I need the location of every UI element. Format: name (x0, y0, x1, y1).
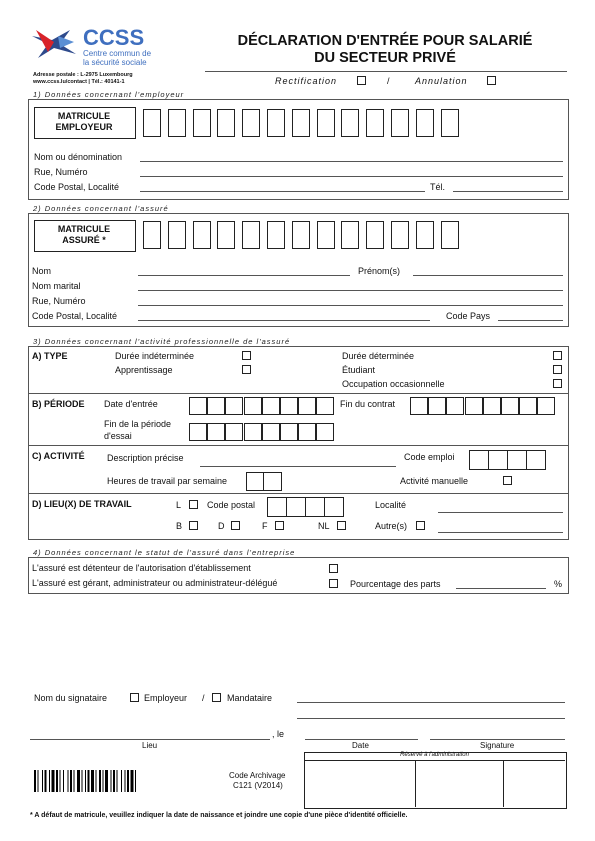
barcode-bar (82, 770, 83, 792)
rectification-checkbox[interactable] (357, 76, 366, 85)
matricule-assure-digit-box[interactable] (267, 221, 285, 249)
fin-essai-digit-box[interactable] (244, 423, 262, 441)
barcode-bar (111, 770, 112, 792)
lieu-B-checkbox[interactable] (189, 521, 198, 530)
matricule-assure-digit-box[interactable] (317, 221, 335, 249)
code-emploi-digit-box[interactable] (526, 450, 546, 470)
fin-contrat-digit-box[interactable] (465, 397, 483, 415)
assure-rue-field[interactable] (138, 305, 563, 306)
barcode-bar (68, 770, 69, 792)
periode-heading: B) PÉRIODE (32, 399, 85, 409)
logo-sub-1: Centre commun de (83, 49, 152, 58)
reserve-admin-label: Réservé à l'administration (400, 752, 469, 758)
fin-contrat-digit-box[interactable] (428, 397, 446, 415)
prenom-label: Prénom(s) (358, 266, 401, 276)
barcode-bar (56, 770, 58, 792)
signataire-field-1[interactable] (297, 702, 565, 703)
barcode-bar (88, 770, 90, 792)
assure-cp-field[interactable] (138, 320, 430, 321)
logo-sub-2: la sécurité sociale (83, 58, 147, 67)
date-entree-digit-box[interactable] (316, 397, 334, 415)
barcode-bar (38, 770, 39, 792)
fin-contrat-digit-box[interactable] (537, 397, 555, 415)
matricule-employeur-digit-box[interactable] (193, 109, 211, 137)
nom-field[interactable] (138, 275, 350, 276)
fin-essai-digit-box[interactable] (207, 423, 225, 441)
tel-field[interactable] (453, 191, 563, 192)
slash-sep: / (387, 76, 390, 86)
matricule-employeur-digit-box[interactable] (168, 109, 186, 137)
matricule-assure-digit-box[interactable] (242, 221, 260, 249)
section4-title: 4) Données concernant le statut de l'assuré dans l'entreprise (33, 548, 296, 557)
code-archivage-number: C121 (V2014) (233, 781, 283, 790)
tel-label: Tél. (430, 182, 446, 192)
ccss-logo (30, 26, 80, 60)
fin-contrat-digit-box[interactable] (446, 397, 464, 415)
barcode-bar (131, 770, 134, 792)
occasionnelle-checkbox[interactable] (553, 379, 562, 388)
lieu-D-checkbox[interactable] (231, 521, 240, 530)
matricule-assure-digit-box[interactable] (441, 221, 459, 249)
barcode-bar (121, 770, 122, 792)
nom-marital-label: Nom marital (32, 281, 81, 291)
matricule-employeur-digit-box[interactable] (366, 109, 384, 137)
heures-label: Heures de travail par semaine (107, 476, 228, 486)
matricule-assure-digit-box[interactable] (391, 221, 409, 249)
employeur-checkbox[interactable] (130, 693, 139, 702)
percent-sign: % (554, 579, 563, 589)
fin-essai-digit-box[interactable] (316, 423, 334, 441)
section1-title: 1) Données concernant l'employeur (33, 90, 185, 99)
lieu-NL-checkbox[interactable] (337, 521, 346, 530)
lieu-field[interactable] (30, 739, 270, 740)
lieu-B-label: B (176, 521, 183, 531)
code-postal-digit-box[interactable] (286, 497, 306, 517)
code-pays-label: Code Pays (446, 311, 491, 321)
matricule-assure-digit-box[interactable] (217, 221, 235, 249)
barcode-bar (125, 770, 126, 792)
reserve-admin-rule (304, 760, 565, 761)
periode-rule (28, 393, 568, 394)
fin-essai-digit-box[interactable] (280, 423, 298, 441)
lieu-F-checkbox[interactable] (275, 521, 284, 530)
barcode-bar (96, 770, 97, 792)
matricule-employeur-digit-box[interactable] (416, 109, 434, 137)
etudiant-label: Étudiant (342, 365, 376, 375)
fin-contrat-digit-box[interactable] (410, 397, 428, 415)
barcode-bar (63, 770, 64, 792)
reserve-admin-divider-2 (503, 760, 504, 807)
description-label: Description précise (107, 453, 184, 463)
occasionnelle-label: Occupation occasionnelle (342, 379, 445, 389)
signature-field[interactable] (430, 739, 565, 740)
sign-slash: / (202, 693, 205, 703)
barcode-bar (34, 770, 36, 792)
barcode-bar (99, 770, 101, 792)
fin-essai-digit-box[interactable] (189, 423, 207, 441)
barcode-bar (135, 770, 136, 792)
title-underline (205, 71, 567, 72)
barcode (34, 770, 206, 792)
autres-checkbox[interactable] (416, 521, 425, 530)
barcode-bar (42, 770, 43, 792)
matricule-assure-digit-box[interactable] (143, 221, 161, 249)
barcode-bar (77, 770, 80, 792)
web-contact: www.ccss.lu/contact | Tél.: 40141-1 (33, 79, 125, 85)
autres-field[interactable] (438, 532, 563, 533)
date-entree-digit-box[interactable] (207, 397, 225, 415)
signature-caption: Signature (480, 741, 515, 750)
matricule-employeur-digit-box[interactable] (267, 109, 285, 137)
matricule-employeur-digit-box[interactable] (292, 109, 310, 137)
code-postal-digit-box[interactable] (305, 497, 325, 517)
postal-address: Adresse postale : L-2975 Luxembourg (33, 72, 133, 78)
barcode-bar (45, 770, 47, 792)
barcode-bar (85, 770, 86, 792)
activite-rule (28, 445, 568, 446)
detenteur-checkbox[interactable] (329, 564, 338, 573)
matricule-assure-digit-box[interactable] (341, 221, 359, 249)
gerant-label: L'assuré est gérant, administrateur ou administrateur-délégué (32, 578, 278, 588)
code-archivage-label: Code Archivage (229, 771, 286, 780)
heures-box-2[interactable] (263, 472, 282, 491)
matricule-assure-2: ASSURÉ * (62, 235, 106, 245)
code-emploi-digit-box[interactable] (507, 450, 527, 470)
pourcentage-field[interactable] (456, 588, 546, 589)
barcode-bar (74, 770, 75, 792)
barcode-bar (103, 770, 104, 792)
date-entree-label: Date d'entrée (104, 399, 158, 409)
code-emploi-digit-box[interactable] (469, 450, 489, 470)
lieu-rule (28, 493, 568, 494)
matricule-employeur-digit-box[interactable] (341, 109, 359, 137)
autres-label: Autre(s) (375, 521, 408, 531)
matricule-employeur-digit-box[interactable] (441, 109, 459, 137)
date-entree-digit-box[interactable] (280, 397, 298, 415)
rectification-label: Rectification (275, 76, 338, 86)
fin-essai-label-1: Fin de la période (104, 419, 172, 429)
matricule-employeur-1: MATRICULE (57, 111, 111, 121)
fin-essai-digit-box[interactable] (298, 423, 316, 441)
annulation-label: Annulation (415, 76, 468, 86)
matricule-employeur-digit-box[interactable] (317, 109, 335, 137)
mandataire-checkbox[interactable] (212, 693, 221, 702)
date-caption: Date (352, 741, 369, 750)
pourcentage-label: Pourcentage des parts (350, 579, 441, 589)
reserve-admin-divider-1 (415, 760, 416, 807)
lieu-F-label: F (262, 521, 268, 531)
prenom-field[interactable] (413, 275, 563, 276)
code-emploi-digit-box[interactable] (488, 450, 508, 470)
form-title-1: DÉCLARATION D'ENTRÉE POUR SALARIÉ (237, 33, 533, 49)
date-entree-digit-box[interactable] (225, 397, 243, 415)
barcode-bar (127, 770, 129, 792)
code-postal-digit-box[interactable] (267, 497, 287, 517)
matricule-assure-digit-box[interactable] (168, 221, 186, 249)
nom-marital-field[interactable] (138, 290, 563, 291)
lieu-caption: Lieu (142, 741, 158, 750)
lieu-L-checkbox[interactable] (189, 500, 198, 509)
matricule-employeur-digit-box[interactable] (217, 109, 235, 137)
type-heading: A) TYPE (32, 351, 68, 361)
description-field[interactable] (200, 466, 396, 467)
barcode-bar (105, 770, 108, 792)
logo-text: CCSS (83, 25, 145, 50)
barcode-bar (117, 770, 118, 792)
matricule-assure-1: MATRICULE (57, 224, 111, 234)
activite-manuelle-checkbox[interactable] (503, 476, 512, 485)
localite-field[interactable] (438, 512, 563, 513)
gerant-checkbox[interactable] (329, 579, 338, 588)
lieu-heading: D) LIEU(X) DE TRAVAIL (32, 499, 132, 509)
code-postal-localite-field[interactable] (140, 191, 425, 192)
assure-cp-label: Code Postal, Localité (32, 311, 118, 321)
barcode-bar (52, 770, 55, 792)
form-title-2: DU SECTEUR PRIVÉ (314, 50, 456, 66)
nom-denomination-label: Nom ou dénomination (34, 152, 123, 162)
date-entree-digit-box[interactable] (189, 397, 207, 415)
assure-rue-label: Rue, Numéro (32, 296, 86, 306)
matricule-assure-digit-box[interactable] (366, 221, 384, 249)
rue-numero-field[interactable] (140, 176, 563, 177)
date-field[interactable] (305, 739, 418, 740)
rue-numero-label: Rue, Numéro (34, 167, 88, 177)
matricule-assure-digit-box[interactable] (416, 221, 434, 249)
barcode-bar (113, 770, 115, 792)
nom-label: Nom (32, 266, 52, 276)
signataire-field-2[interactable] (297, 718, 565, 719)
duree-indeterminee-label: Durée indéterminée (115, 351, 195, 361)
footnote: * A défaut de matricule, veuillez indiquer la date de naissance et joindre une copie d'une pièce d'identité officielle. (30, 812, 408, 819)
barcode-bar (49, 770, 50, 792)
duree-determinee-label: Durée déterminée (342, 351, 415, 361)
duree-determinee-checkbox[interactable] (553, 351, 562, 360)
date-entree-digit-box[interactable] (298, 397, 316, 415)
section3-title: 3) Données concernant l'activité professionnelle de l'assuré (33, 337, 291, 346)
date-entree-digit-box[interactable] (244, 397, 262, 415)
barcode-bar (60, 770, 61, 792)
code-postal-digit-box[interactable] (324, 497, 344, 517)
lieu-D-label: D (218, 521, 225, 531)
matricule-assure-digit-box[interactable] (292, 221, 310, 249)
code-postal-label: Code postal (207, 500, 256, 510)
lieu-L-label: L (176, 500, 182, 510)
code-postal-localite-label: Code Postal, Localité (34, 182, 120, 192)
localite-label: Localité (375, 500, 407, 510)
apprentissage-checkbox[interactable] (242, 365, 251, 374)
fin-essai-digit-box[interactable] (225, 423, 243, 441)
barcode-bar (70, 770, 72, 792)
mandataire-label: Mandataire (227, 693, 273, 703)
matricule-assure-digit-box[interactable] (193, 221, 211, 249)
etudiant-checkbox[interactable] (553, 365, 562, 374)
lieu-NL-label: NL (318, 521, 330, 531)
duree-indeterminee-checkbox[interactable] (242, 351, 251, 360)
code-pays-field[interactable] (498, 320, 563, 321)
employeur-label: Employeur (144, 693, 188, 703)
nom-denomination-field[interactable] (140, 161, 563, 162)
matricule-employeur-2: EMPLOYEUR (55, 122, 113, 132)
apprentissage-label: Apprentissage (115, 365, 173, 375)
matricule-employeur-digit-box[interactable] (143, 109, 161, 137)
nom-signataire-label: Nom du signataire (34, 693, 108, 703)
activite-manuelle-label: Activité manuelle (400, 476, 469, 486)
fin-contrat-digit-box[interactable] (519, 397, 537, 415)
matricule-employeur-digit-box[interactable] (391, 109, 409, 137)
fin-contrat-label: Fin du contrat (340, 399, 396, 409)
fin-contrat-digit-box[interactable] (501, 397, 519, 415)
date-entree-digit-box[interactable] (262, 397, 280, 415)
barcode-bar (91, 770, 94, 792)
le-label: , le (272, 729, 285, 739)
code-emploi-label: Code emploi (404, 452, 455, 462)
section2-title: 2) Données concernant l'assuré (33, 204, 169, 213)
matricule-employeur-digit-box[interactable] (242, 109, 260, 137)
annulation-checkbox[interactable] (487, 76, 496, 85)
fin-essai-label-2: d'essai (104, 431, 132, 441)
activite-heading: C) ACTIVITÉ (32, 451, 85, 461)
fin-contrat-digit-box[interactable] (483, 397, 501, 415)
fin-essai-digit-box[interactable] (262, 423, 280, 441)
detenteur-label: L'assuré est détenteur de l'autorisation d'établissement (32, 563, 251, 573)
